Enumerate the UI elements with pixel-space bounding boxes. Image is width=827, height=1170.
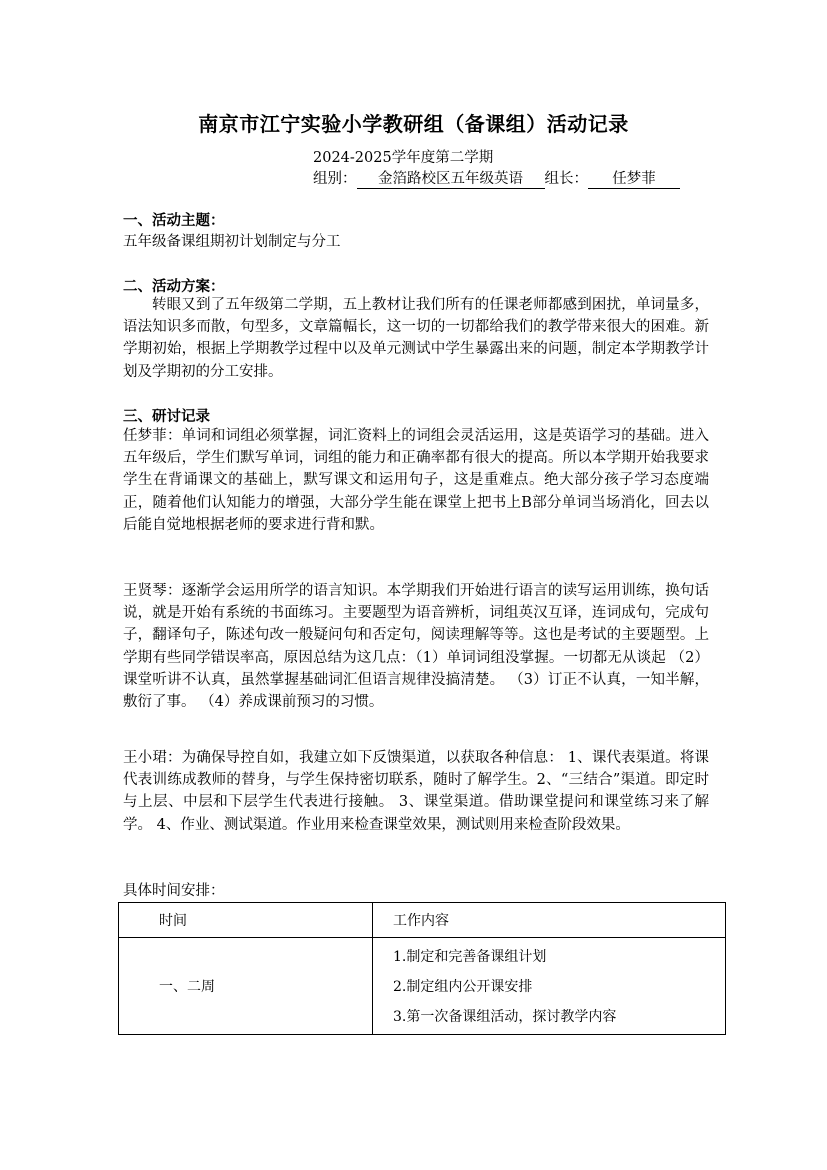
task-item: 3.第一次备课组活动，探讨教学内容 xyxy=(393,1009,617,1025)
document-title: 南京市江宁实验小学教研组（备课组）活动记录 xyxy=(198,112,629,136)
row-tasks xyxy=(373,938,726,1035)
discussion-paragraph-3: 王小珺：为确保导控自如，我建立如下反馈渠道，以获取各种信息： 1、课代表渠道。将课代表训练成教师的替身，与学生保持密切联系，随时了解学生。2、“三结合”渠道。即定时与上层、中层和下层学生代表进行接触。 3、课堂渠道。借助课堂提问和课堂练习来了解学。 4、作业、测试渠道。作业用来检查课堂效果，测试则用来检查阶段效果。 xyxy=(123,750,709,833)
schedule-label: 具体时间安排： xyxy=(123,883,225,899)
row-time: 一、二周 xyxy=(119,938,373,1035)
section2-text: 转眼又到了五年级第二学期，五上教材让我们所有的任课老师都感到困扰，单词量多，语法知识多而散，句型多，文章篇幅长，这一切的一切都给我们的教学带来很大的困难。新学期初始，根据上学期教学过程中以及单元测试中学生暴露出来的问题，制定本学期教学计划及学期初的分工安排。 xyxy=(123,297,709,380)
section1-heading: 一、活动主题： xyxy=(123,212,225,229)
section3-heading: 三、研讨记录 xyxy=(123,408,210,425)
table-row xyxy=(119,938,726,1035)
semester-line: 2024-2025学年度第二学期 xyxy=(313,150,494,166)
schedule-table xyxy=(118,902,726,1035)
table-header-row xyxy=(119,903,726,938)
section2-heading: 二、活动方案： xyxy=(123,278,225,295)
section1-text: 五年级备课组期初计划制定与分工 xyxy=(123,234,341,250)
discussion-paragraph-2: 王贤琴：逐渐学会运用所学的语言知识。本学期我们开始进行语言的读写运用训练，换句话说，就是开始有系统的书面练习。主要题型为语音辨析，词组英汉互译，连词成句，完成句子，翻译句子，陈述句改一般疑问句和否定句，阅读理解等等。这也是考试的主要题型。上学期有些同学错误率高，原因总结为这几点：（1）单词词组没掌握。一切都无从谈起 （2）课堂听讲不认真，虽然掌握基础词汇但语言规律没搞清楚。 （3）订正不认真，一知半解，敷衍了事。 （4）养成课前预习的习惯。 xyxy=(123,583,709,711)
task-item: 2.制定组内公开课安排 xyxy=(393,979,533,995)
group-value: 金箔路校区五年级英语 xyxy=(357,167,545,189)
task-item: 1.制定和完善备课组计划 xyxy=(393,949,547,965)
group-label: 组别： xyxy=(313,171,357,187)
discussion-paragraph-1: 任梦菲：单词和词组必须掌握，词汇资料上的词组会灵活运用，这是英语学习的基础。进入五年级后，学生们默写单词，词组的能力和正确率都有很大的提高。所以本学期开始我要求学生在背诵课文的基础上，默写课文和运用句子，这是重难点。绝大部分孩子学习态度端正，随着他们认知能力的增强，大部分学生能在课堂上把书上B部分单词当场消化，回去以后能自觉地根据老师的要求进行背和默。 xyxy=(123,428,709,533)
leader-label: 组长： xyxy=(544,171,588,187)
header-time: 时间 xyxy=(119,903,373,938)
header-content: 工作内容 xyxy=(373,903,726,938)
leader-value: 任梦菲 xyxy=(588,167,680,189)
group-line xyxy=(313,167,680,189)
